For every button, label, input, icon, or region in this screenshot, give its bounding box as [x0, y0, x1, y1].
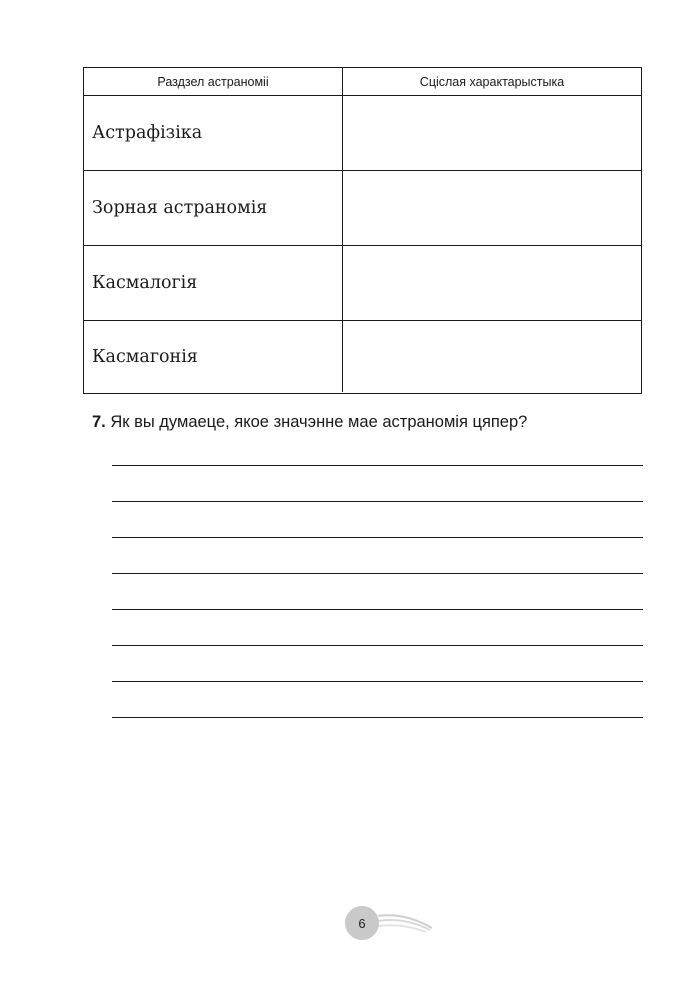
section-name: Зорная астраномія [84, 171, 343, 245]
answer-line[interactable] [112, 609, 643, 610]
answer-line[interactable] [112, 573, 643, 574]
header-description: Сціслая характарыстыка [419, 74, 565, 89]
section-name: Касмалогія [84, 246, 343, 320]
question-7 [92, 413, 527, 432]
answer-line[interactable] [112, 537, 643, 538]
astronomy-sections-table [83, 67, 642, 394]
answer-line[interactable] [112, 681, 643, 682]
table-row [84, 320, 641, 392]
header-section: Раздзел астраноміі [84, 68, 343, 95]
section-name: Астрафізіка [84, 96, 343, 170]
section-description-blank[interactable] [343, 321, 641, 392]
answer-line[interactable] [112, 717, 643, 718]
table-row [84, 245, 641, 320]
question-text: Як вы думаеце, якое значэнне мае астраномія цяпер? [110, 413, 528, 431]
answer-line[interactable] [112, 465, 643, 466]
section-description-blank[interactable] [343, 171, 641, 245]
table-header-row [84, 68, 641, 95]
table-row [84, 170, 641, 245]
question-number: 7. [92, 413, 106, 431]
answer-line[interactable] [112, 501, 643, 502]
section-description-blank[interactable] [343, 96, 641, 170]
page-number: 6 [345, 906, 379, 940]
section-description-blank[interactable] [343, 246, 641, 320]
answer-line[interactable] [112, 645, 643, 646]
section-name: Касмагонія [84, 321, 343, 392]
table-row [84, 95, 641, 170]
comet-swoosh-icon [374, 906, 436, 936]
